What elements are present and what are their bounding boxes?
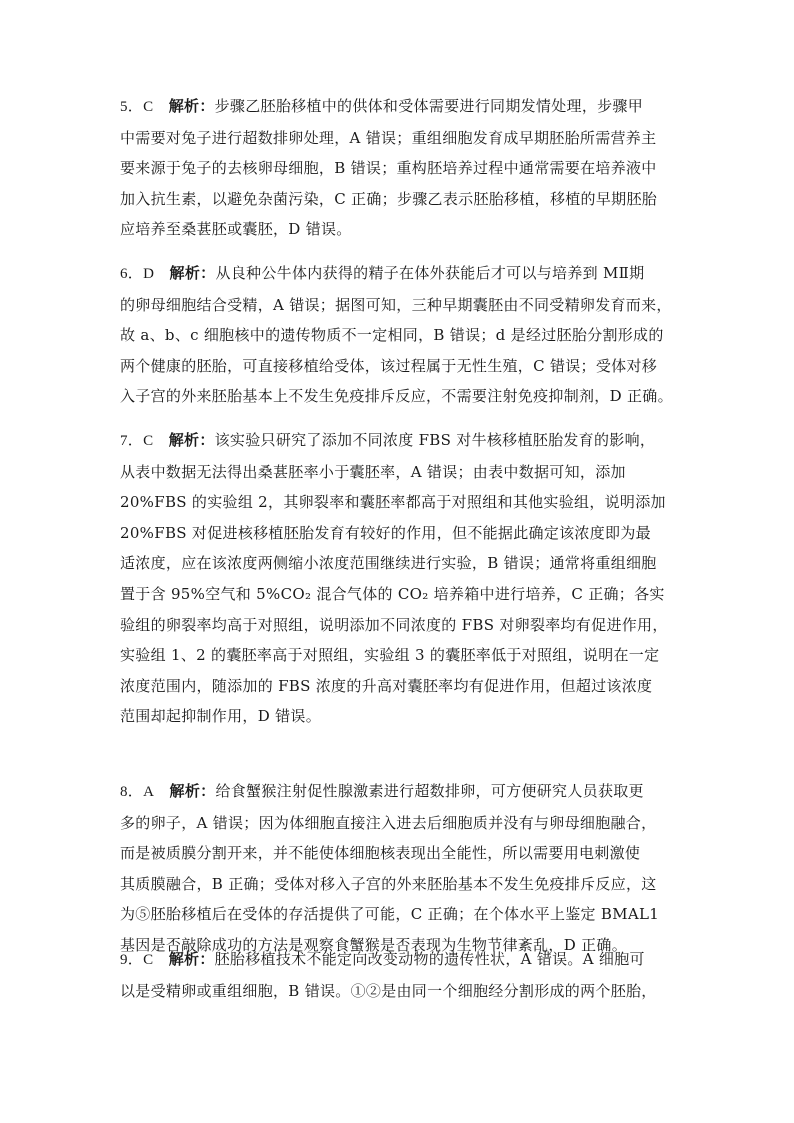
answer-line [120, 944, 676, 976]
answer-5 [120, 91, 676, 245]
answer-line: 为⑤胚胎移植后在受体的存活提供了可能，C 正确；在个体水平上鉴定 BMAL1 [120, 905, 660, 924]
analysis-label: 解析： [168, 97, 215, 115]
analysis-label: 解析： [168, 431, 215, 449]
analysis-label: 解析： [169, 782, 216, 800]
answer-line: 其质膜融合，B 正确；受体对移入子宫的外来胚胎基本不发生免疫排斥反应，这 [120, 874, 657, 893]
answer-line: 中需要对兔子进行超数排卵处理，A 错误；重组细胞发育成早期胚胎所需营养主 [120, 128, 657, 147]
answer-line: 20%FBS 对促进核移植胚胎发育有较好的作用，但不能据此确定该浓度即为最 [120, 523, 651, 542]
answer-line: 的卵母细胞结合受精，A 错误；据图可知，三种早期囊胚由不同受精卵发育而来， [120, 295, 672, 314]
answer-text: 从良种公牛体内获得的精子在体外获能后才可以与培养到 MⅡ期 [215, 264, 645, 282]
answer-line: 两个健康的胚胎，可直接移植给受体，该过程属于无性生殖，C 错误；受体对移 [120, 356, 658, 375]
answer-line: 以是受精卵或重组细胞，B 错误。①②是由同一个细胞经分割形成的两个胚胎， [120, 981, 657, 1000]
answer-line: 故 a、b、c 细胞核中的遗传物质不一定相同，B 错误；d 是经过胚胎分割形成的 [120, 326, 664, 345]
answer-line [120, 91, 676, 123]
answer-line: 20%FBS 的实验组 2，其卵裂率和囊胚率都高于对照组和其他实验组，说明添加 [120, 493, 666, 512]
answer-line: 实验组 1、2 的囊胚率高于对照组，实验组 3 的囊胚率低于对照组，说明在一定 [120, 646, 660, 665]
answer-line: 入子宫的外来胚胎基本上不发生免疫排斥反应，不需要注射免疫抑制剂，D 正确。 [120, 387, 673, 406]
answer-text: 胚胎移植技术不能定向改变动物的遗传性状，A 错误。A 细胞可 [214, 950, 645, 968]
question-number: 7．C [120, 433, 154, 449]
answer-text: 步骤乙胚胎移植中的供体和受体需要进行同期发情处理，步骤甲 [214, 97, 644, 115]
question-number: 6．D [120, 266, 155, 282]
answer-line: 范围却起抑制作用，D 错误。 [120, 707, 321, 726]
answer-text: 该实验只研究了添加不同浓度 FBS 对牛核移植胚胎发育的影响， [214, 431, 656, 449]
answer-line: 验组的卵裂率均高于对照组，说明添加不同浓度的 FBS 对卵裂率均有促进作用， [120, 615, 668, 634]
answer-line: 浓度范围内，随添加的 FBS 浓度的升高对囊胚率均有促进作用，但超过该浓度 [120, 676, 653, 695]
question-number: 5．C [120, 99, 154, 115]
answer-6 [120, 258, 676, 412]
question-number: 8．A [120, 784, 155, 800]
answer-7 [120, 425, 676, 732]
answer-line: 适浓度，应在该浓度两侧缩小浓度范围继续进行实验，B 错误；通常将重组细胞 [120, 554, 657, 573]
answer-line [120, 258, 676, 290]
answer-line: 基因是否敲除成功的方法是观察食蟹猴是否表现为生物节律紊乱，D 正确。 [120, 935, 627, 954]
analysis-label: 解析： [168, 950, 215, 968]
answer-line: 应培养至桑葚胚或囊胚，D 错误。 [120, 220, 352, 239]
question-number: 9．C [120, 952, 154, 968]
analysis-label: 解析： [169, 264, 216, 282]
answer-9 [120, 944, 676, 1006]
answer-line: 置于含 95%空气和 5%CO₂ 混合气体的 CO₂ 培养箱中进行培养，C 正确；各实 [120, 584, 665, 603]
answer-line: 加入抗生素，以避免杂菌污染，C 正确；步骤乙表示胚胎移植，移植的早期胚胎 [120, 189, 658, 208]
answer-line: 而是被质膜分割开来，并不能使体细胞核表现出全能性，所以需要用电刺激使 [120, 844, 641, 863]
answer-line: 从表中数据无法得出桑葚胚率小于囊胚率，A 错误；由表中数据可知，添加 [120, 462, 626, 481]
answer-line: 多的卵子，A 错误；因为体细胞直接注入进去后细胞质并没有与卵母细胞融合， [120, 813, 657, 832]
answer-text: 给食蟹猴注射促性腺激素进行超数排卵，可方便研究人员获取更 [215, 782, 644, 800]
answer-line: 要来源于兔子的去核卵母细胞，B 错误；重构胚培养过程中通常需要在培养液中 [120, 159, 657, 178]
answer-line [120, 776, 676, 808]
answer-line [120, 425, 676, 457]
answer-8 [120, 776, 676, 961]
